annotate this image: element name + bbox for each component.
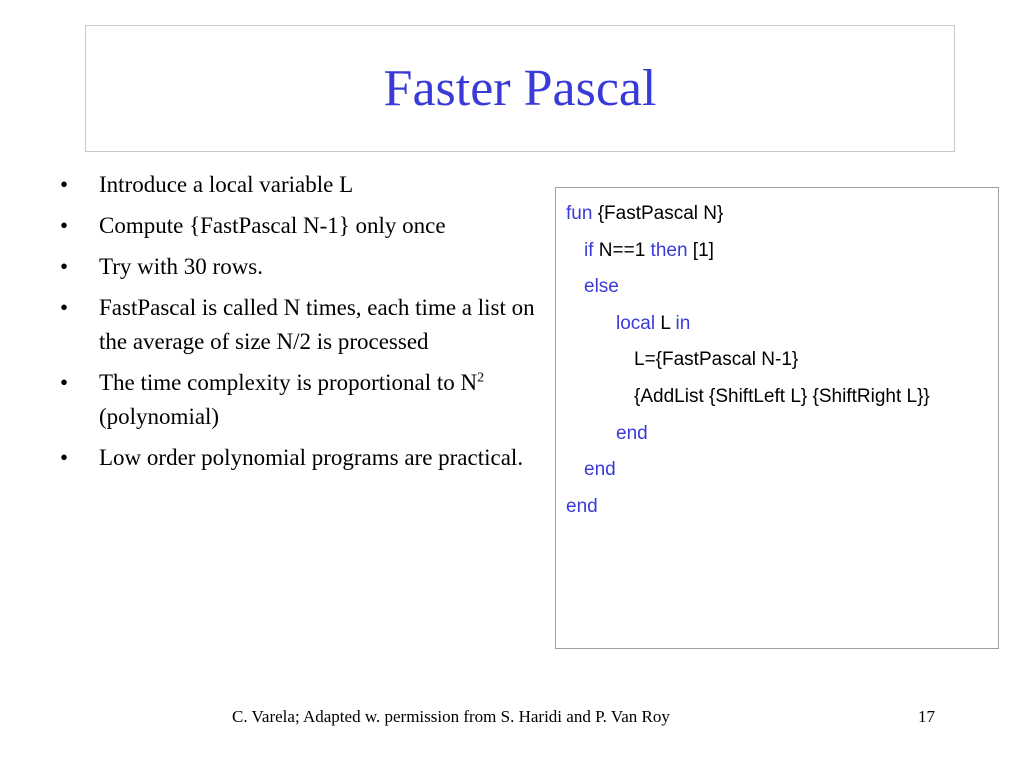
code-line bbox=[566, 342, 988, 379]
code-keyword: if bbox=[584, 239, 594, 261]
bullet-text: Low order polynomial programs are practical. bbox=[99, 445, 524, 470]
bullet-text: The time complexity is proportional to N bbox=[99, 370, 478, 395]
code-text: {AddList {ShiftLeft L} {ShiftRight L}} bbox=[634, 385, 930, 407]
code-text: N==1 bbox=[593, 239, 651, 261]
bullet-superscript: 2 bbox=[477, 370, 485, 386]
code-line bbox=[566, 416, 988, 453]
bullet-marker: • bbox=[60, 445, 69, 470]
bullet-marker: • bbox=[60, 213, 69, 238]
code-keyword: end bbox=[616, 422, 648, 444]
bullet-list bbox=[60, 168, 540, 482]
bullet-item bbox=[60, 168, 540, 202]
code-keyword: else bbox=[584, 276, 619, 298]
bullet-text: Compute {FastPascal N-1} only once bbox=[99, 213, 446, 238]
bullet-text-after: (polynomial) bbox=[99, 404, 220, 429]
code-text: L={FastPascal N-1} bbox=[634, 349, 799, 371]
code-keyword: fun bbox=[566, 203, 593, 224]
bullet-text: Introduce a local variable L bbox=[99, 172, 354, 197]
code-line bbox=[566, 489, 988, 526]
code-line bbox=[566, 269, 988, 306]
code-keyword: end bbox=[584, 459, 616, 481]
bullet-item bbox=[60, 441, 540, 475]
footer-credit: C. Varela; Adapted w. permission from S. Haridi and P. Van Roy bbox=[232, 707, 670, 726]
code-text: {FastPascal N} bbox=[592, 203, 724, 224]
bullet-text: Try with 30 rows. bbox=[99, 254, 264, 279]
code-keyword: then bbox=[650, 239, 688, 261]
bullet-item bbox=[60, 209, 540, 243]
bullet-item bbox=[60, 366, 540, 434]
title-box bbox=[85, 25, 955, 152]
code-text: [1] bbox=[687, 239, 714, 261]
code-line bbox=[566, 452, 988, 489]
code-keyword: end bbox=[566, 495, 598, 517]
code-text: L bbox=[655, 312, 676, 334]
bullet-marker: • bbox=[60, 295, 69, 320]
bullet-item bbox=[60, 291, 540, 359]
bullet-marker: • bbox=[60, 370, 69, 395]
code-line bbox=[566, 196, 988, 233]
code-keyword: local bbox=[616, 312, 656, 334]
bullet-marker: • bbox=[60, 254, 69, 279]
bullet-marker: • bbox=[60, 172, 69, 197]
bullet-text: FastPascal is called N times, each time a list on the average of size N/2 is processed bbox=[99, 295, 535, 354]
page-number: 17 bbox=[918, 707, 935, 726]
code-line bbox=[566, 306, 988, 343]
code-line bbox=[566, 233, 988, 270]
bullet-item bbox=[60, 250, 540, 284]
code-line bbox=[566, 379, 988, 416]
code-keyword: in bbox=[675, 312, 691, 334]
slide-title: Faster Pascal bbox=[383, 60, 657, 117]
code-box bbox=[555, 187, 999, 649]
